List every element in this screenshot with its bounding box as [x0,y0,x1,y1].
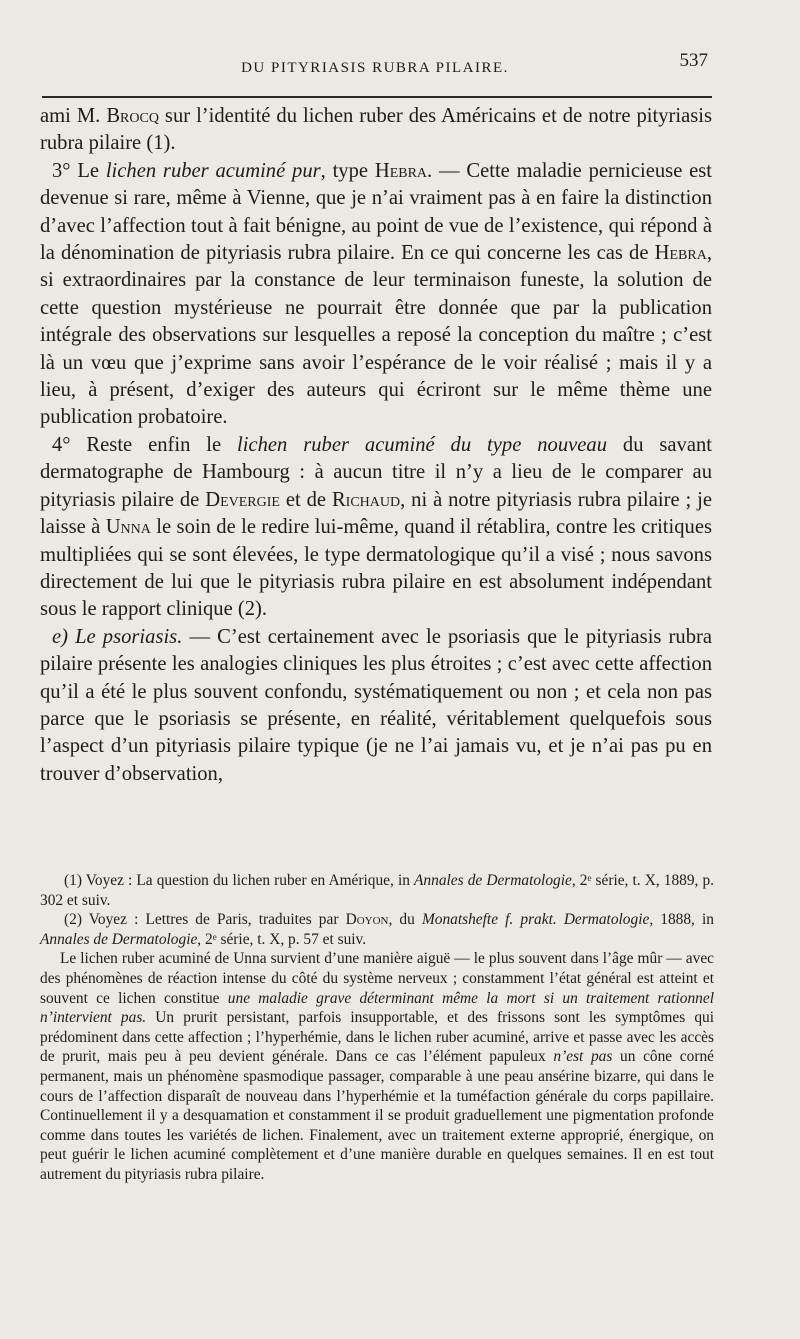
page-number: 537 [679,50,708,71]
text: sur l’identité du lichen ruber des Américains et de notre pityriasis rubra pilaire (1). [40,105,712,155]
running-head [40,50,710,80]
paragraph-3 [40,432,712,624]
text: 3° Le [52,159,106,182]
text: ami M. [40,105,107,127]
text: — C’est certainement avec le psoriasis que le pityriasis rubra pilaire présente les analogies cliniques les plus étroites ; c’est avec cette affection qu’il a été le plus souvent confondu, systématiquement ou non ; et cela non pas parce que le psoriasis se présente, en réalité, véritablement quelquefois sous l’aspect d’un pityriasis pilaire typique (je ne l’ai jamais vu, et je n’ai pas pu en trouver d’observation, [40,625,712,785]
paragraph-4 [40,624,712,788]
paragraph-1 [40,103,712,158]
text: . — Cette maladie pernicieuse est devenue si rare, même à Vienne, que je n’ai vraiment pas à en faire la distinction d’avec l’affection tout à fait bénigne, au point de vue de l’existence, qui répond à la dénomination de pityriasis rubra pilaire. En ce qui concerne les cas de [40,159,712,265]
section-heading: e) Le psoriasis. [52,625,183,648]
running-title: DU PITYRIASIS RUBRA PILAIRE. [241,60,509,76]
footnote-2-continuation [40,949,714,1184]
italic-phrase: n’est pas [553,1048,613,1066]
author-name: Doyon [345,911,389,929]
text: Un prurit persistant, parfois insupportable, et des frissons sont les symptômes qui prédominent dans cette affection ; l’hyperhémie, dans le lichen ruber acuminé, arrive et passe avec les accès de prurit, mais peu à peu devient générale. Dans ce cas l’élément papuleux [40,1009,715,1066]
text: le soin de le redire lui-même, quand il rétablira, contre les critiques multipliées qui se sont élevées, le type dermatologique qu’il a visé ; nous savons directement de lui que le pityriasis rubra pilaire en est absolument indépendant sous le rapport clinique (2). [40,516,712,621]
text: , 2ᵉ série, t. X, p. 57 et suiv. [197,930,367,948]
footnote-2 [40,910,714,949]
text: , type [320,159,375,182]
text: (2) Voyez : Lettres de Paris, traduites par [64,911,346,929]
author-name: Brocq [106,105,159,127]
text: du savant dermatographe de Hambourg : à aucun titre il n’y a lieu de le comparer au pityriasis pilaire de [40,433,712,511]
journal-title: Annales de Dermatologie [40,930,198,948]
italic-phrase: une maladie grave déterminant même la mort si un traitement rationnel n’intervient pas. [40,989,714,1027]
paragraph-2 [40,158,712,432]
italic-term: lichen ruber acuminé du type nouveau [237,433,607,456]
author-name: Devergie [205,488,280,511]
text: un cône corné permanent, mais un phénomène spasmodique passager, comparable à une peau ansérine bizarre, qui dans le cours de l’affection disparaît de nouveau dans l’hyperhémie et la tuméfaction générale du corps papillaire. Continuellement il y a desquamation et constamment il se produit graduellement une pigmentation profonde comme dans toutes les variétés de lichen. Finalement, avec un traitement externe approprié, énergique, on peut guérir le lichen acuminé complètement et d’une manière durable en quelques semaines. Il en est tout autrement du pityriasis rubra pilaire. [40,1048,714,1183]
author-name: Unna [105,516,151,539]
text: , du [388,911,422,929]
author-name: Hebra [654,242,707,265]
text: , si extraordinaires par la constance de leur terminaison funeste, la solution de cette question mystérieuse ne pourrait être donnée que par la publication intégrale des observations sur lesquelles a reposé la conception du maître ; c’est là un vœu que j’exprime sans avoir l’espérance de le voir réalisé ; mais il y a lieu, à présent, d’exiger des auteurs qui écriront sur le même thème une publication probatoire. [40,242,712,429]
text: Le lichen ruber acuminé de Unna survient d’une manière aiguë — le plus souvent dans l’âge mûr — avec des phénomènes de réaction intense du côté du système nerveux ; constamment l’état général est atteint et souvent ce lichen constitue [40,950,714,1007]
footnote-1 [40,871,714,910]
text: , ni à notre pityriasis rubra pilaire ; je laisse à [40,488,712,539]
text: , 1888, in [649,911,714,929]
author-name: Hebra [374,159,428,182]
text: (1) Voyez : La question du lichen ruber en Amérique, in [64,872,415,889]
header-rule [42,96,712,98]
author-name: Richaud [331,488,401,511]
footnotes [40,871,714,1185]
text: 4° Reste enfin le [52,433,238,456]
journal-title: Annales de Dermatologie [414,872,572,889]
text: et de [279,488,332,511]
italic-term: lichen ruber acuminé pur [105,159,321,182]
main-text [40,103,712,788]
journal-title: Monatshefte f. prakt. Dermatologie [421,911,650,929]
text: , 2ᵉ série, t. X, 1889, p. 302 et suiv. [40,872,715,909]
